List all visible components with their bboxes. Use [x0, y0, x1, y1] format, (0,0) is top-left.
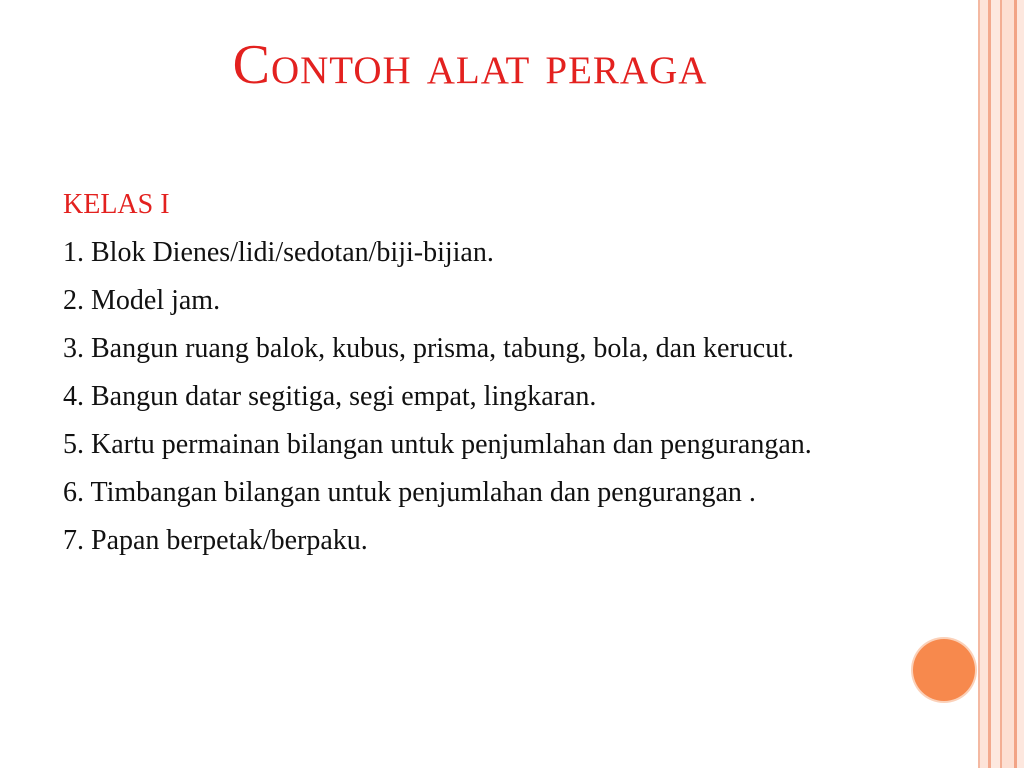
stripe: [991, 0, 1000, 768]
list-item: 6. Timbangan bilangan untuk penjumlahan dan pengurangan .: [63, 477, 756, 508]
section-heading: KELAS I: [63, 189, 170, 220]
list-item: 2. Model jam.: [63, 285, 221, 316]
stripe: [1002, 0, 1014, 768]
decorative-side-stripes: [978, 0, 1024, 768]
list-item: 5. Kartu permainan bilangan untuk penjumlahan dan pengurangan.: [63, 429, 812, 460]
slide-content: [63, 186, 883, 570]
list-item: 1. Blok Dienes/lidi/sedotan/biji-bijian.: [63, 237, 494, 268]
stripe: [1017, 0, 1024, 768]
list-item: 7. Papan berpetak/berpaku.: [63, 525, 368, 556]
slide-title: Contoh alat peraga: [232, 34, 708, 96]
list-item: 3. Bangun ruang balok, kubus, prisma, tabung, bola, dan kerucut.: [63, 333, 794, 364]
decorative-orange-circle: [913, 639, 975, 701]
stripe: [980, 0, 988, 768]
list-item: 4. Bangun datar segitiga, segi empat, lingkaran.: [63, 381, 597, 412]
